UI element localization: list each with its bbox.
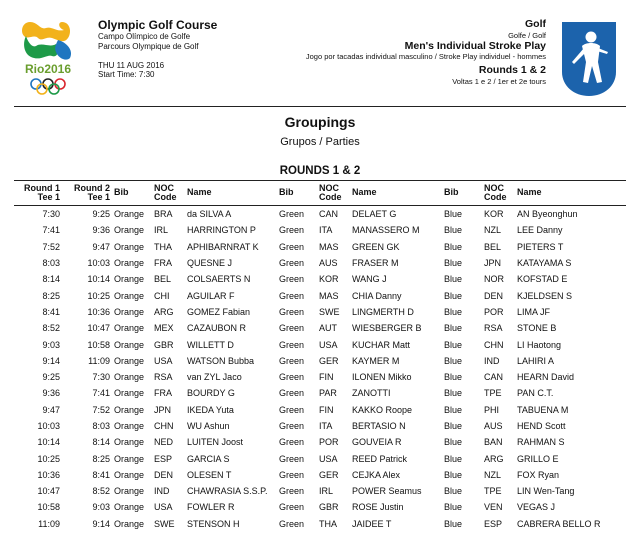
player-bib: Orange: [114, 209, 145, 220]
table-row: [14, 434, 626, 450]
table-row: [14, 304, 626, 320]
col-name: Name: [517, 187, 542, 198]
table-row: [14, 255, 626, 271]
player-noc: USA: [319, 339, 338, 350]
player-name: POWER Seamus: [352, 486, 422, 497]
player-bib: Blue: [444, 209, 463, 220]
round2-tee-time: 8:03: [92, 421, 110, 431]
player-name: KJELDSEN S: [517, 290, 573, 301]
player-name: ZANOTTI: [352, 388, 391, 399]
player-name: WATSON Bubba: [187, 355, 255, 366]
section-title: ROUNDS 1 & 2: [279, 165, 361, 177]
player-bib: Green: [279, 388, 305, 399]
table-header: [14, 181, 626, 206]
player-noc: GER: [319, 469, 339, 480]
player-bib: Green: [279, 258, 305, 269]
player-bib: Orange: [114, 225, 145, 236]
player-name: WIESBERGER B: [352, 323, 422, 334]
player-name: van ZYL Jaco: [187, 372, 242, 383]
player-bib: Orange: [114, 388, 145, 399]
player-bib: Green: [279, 241, 305, 252]
player-noc: CHN: [484, 339, 504, 350]
rio2016-logo: [18, 18, 78, 98]
player-name: AN Byeonghun: [517, 209, 578, 220]
player-name: RAHMAN S: [517, 437, 565, 448]
player-name: ROSE Justin: [352, 502, 404, 513]
round1-tee-time: 9:47: [42, 404, 60, 415]
player-bib: Green: [279, 518, 305, 529]
player-bib: Orange: [114, 518, 145, 529]
player-name: REED Patrick: [352, 453, 408, 464]
player-noc: BEL: [154, 274, 172, 285]
player-noc: PHI: [484, 404, 500, 415]
player-bib: Green: [279, 225, 305, 236]
golf-pictogram-icon: [560, 22, 618, 96]
player-name: CABRERA BELLO R: [517, 518, 601, 529]
round1-tee-time: 8:25: [42, 290, 60, 301]
table-row: [14, 516, 626, 532]
player-noc: POR: [319, 437, 339, 448]
player-bib: Orange: [114, 437, 145, 448]
col-bib: Bib: [279, 187, 294, 198]
table-row: [14, 369, 626, 385]
venue-name-fr: Parcours Olympique de Golf: [98, 41, 199, 51]
player-name: da SILVA A: [187, 209, 232, 220]
round2-tee-time: 9:36: [92, 225, 110, 236]
round2-tee-time: 8:41: [92, 469, 110, 480]
table-row: [14, 353, 626, 369]
player-name: APHIBARNRAT K: [187, 241, 259, 252]
player-noc: JPN: [154, 404, 172, 415]
round2-tee-time: 10:14: [87, 274, 110, 285]
col-name: Name: [187, 187, 212, 198]
table-row: [14, 206, 626, 223]
round2-tee-time: 7:30: [92, 372, 110, 383]
table-row: [14, 336, 626, 352]
player-bib: Green: [279, 306, 305, 317]
player-name: ILONEN Mikko: [352, 372, 412, 383]
player-name: BERTASIO N: [352, 421, 406, 431]
round2-tee-time: 9:47: [92, 241, 110, 252]
player-bib: Blue: [444, 258, 463, 269]
player-noc: CAN: [319, 209, 339, 220]
player-bib: Orange: [114, 372, 145, 383]
player-noc: NZL: [484, 225, 502, 236]
player-name: KAYMER M: [352, 355, 400, 366]
col-round1: Round 1 Tee 1: [24, 182, 60, 202]
player-noc: TPE: [484, 388, 502, 399]
player-name: WILLETT D: [187, 339, 234, 350]
venue-name: Olympic Golf Course: [98, 18, 218, 32]
sport-name-alt: Golfe / Golf: [508, 30, 546, 40]
col-round2: Round 2 Tee 1: [74, 182, 110, 202]
player-noc: AUS: [319, 258, 338, 269]
table-row: [14, 287, 626, 303]
player-noc: SWE: [319, 306, 340, 317]
player-noc: BAN: [484, 437, 503, 448]
round2-tee-time: 7:52: [92, 404, 110, 415]
player-noc: TPE: [484, 486, 502, 497]
player-bib: Green: [279, 469, 305, 480]
player-noc: CHN: [154, 421, 174, 431]
player-noc: POR: [484, 306, 504, 317]
col-noc: NOC Code: [319, 182, 342, 202]
player-bib: Orange: [114, 241, 145, 252]
player-noc: ITA: [319, 225, 333, 236]
player-name: COLSAERTS N: [187, 274, 251, 285]
player-noc: RSA: [154, 372, 173, 383]
player-name: HARRINGTON P: [187, 225, 256, 236]
player-name: CHIA Danny: [352, 290, 402, 301]
player-name: FOWLER R: [187, 502, 235, 513]
player-name: OLESEN T: [187, 469, 232, 480]
player-name: TABUENA M: [517, 404, 569, 415]
player-noc: IRL: [154, 225, 169, 236]
player-noc: BRA: [154, 209, 173, 220]
table-row: [14, 385, 626, 401]
player-bib: Blue: [444, 421, 463, 431]
round1-tee-time: 11:09: [38, 518, 60, 529]
player-bib: Green: [279, 453, 305, 464]
player-bib: Orange: [114, 502, 145, 513]
player-noc: SWE: [154, 518, 175, 529]
table-row: [14, 467, 626, 483]
player-name: PAN C.T.: [517, 388, 554, 399]
round1-tee-time: 10:03: [37, 421, 60, 431]
player-name: LIMA JF: [517, 306, 551, 317]
rio2016-wordmark: Rio2016: [24, 62, 72, 76]
player-bib: Blue: [444, 241, 463, 252]
round1-tee-time: 7:30: [42, 209, 60, 220]
player-noc: FIN: [319, 404, 334, 415]
table-row: [14, 450, 626, 466]
player-name: LIN Wen-Tang: [517, 486, 575, 497]
player-bib: Green: [279, 421, 305, 431]
player-name: GARCIA S: [187, 453, 230, 464]
player-noc: ESP: [154, 453, 173, 464]
player-name: HEND Scott: [517, 421, 566, 431]
table-row: [14, 402, 626, 418]
olympic-rings-icon: [31, 79, 65, 94]
player-name: KOFSTAD E: [517, 274, 568, 285]
player-bib: Blue: [444, 225, 463, 236]
player-name: LI Haotong: [517, 339, 562, 350]
player-name: AGUILAR F: [187, 290, 235, 301]
player-name: LUITEN Joost: [187, 437, 244, 448]
round1-tee-time: 10:14: [37, 437, 60, 448]
player-bib: Orange: [114, 323, 145, 334]
round1-tee-time: 9:14: [42, 355, 60, 366]
player-name: KATAYAMA S: [517, 258, 572, 269]
player-noc: ARG: [154, 306, 174, 317]
player-noc: ITA: [319, 421, 333, 431]
round1-tee-time: 8:03: [42, 258, 60, 269]
player-bib: Blue: [444, 437, 463, 448]
player-bib: Green: [279, 486, 305, 497]
event-rounds-alt: Voltas 1 e 2 / 1er et 2e tours: [452, 76, 546, 86]
player-name: JAIDEE T: [352, 518, 392, 529]
player-name: FRASER M: [352, 258, 399, 269]
player-bib: Blue: [444, 486, 463, 497]
round1-tee-time: 8:14: [42, 274, 60, 285]
round2-tee-time: 11:09: [88, 355, 110, 366]
player-bib: Orange: [114, 306, 145, 317]
player-name: WU Ashun: [187, 421, 230, 431]
player-noc: FIN: [319, 372, 334, 383]
player-noc: AUT: [319, 323, 337, 334]
player-name: BOURDY G: [187, 388, 235, 399]
round1-tee-time: 9:03: [42, 339, 60, 350]
player-name: VEGAS J: [517, 502, 556, 513]
player-name: STONE B: [517, 323, 557, 334]
groupings-table: [14, 180, 626, 532]
player-name: LAHIRI A: [517, 355, 555, 366]
player-name: GREEN GK: [352, 241, 400, 252]
player-bib: Green: [279, 355, 305, 366]
player-bib: Blue: [444, 339, 463, 350]
round1-tee-time: 10:25: [37, 453, 60, 464]
round2-tee-time: 10:58: [87, 339, 110, 350]
round2-tee-time: 10:25: [87, 290, 110, 301]
round2-tee-time: 7:41: [92, 388, 110, 399]
player-bib: Blue: [444, 453, 463, 464]
player-bib: Green: [279, 437, 305, 448]
start-time: Start Time: 7:30: [98, 70, 155, 80]
player-name: STENSON H: [187, 518, 240, 529]
table-row: [14, 418, 626, 434]
player-noc: IND: [484, 355, 500, 366]
player-name: IKEDA Yuta: [187, 404, 234, 415]
player-noc: RSA: [484, 323, 503, 334]
player-bib: Blue: [444, 502, 463, 513]
col-noc: NOC Code: [154, 182, 177, 202]
player-noc: KOR: [319, 274, 339, 285]
round2-tee-time: 9:14: [92, 518, 110, 529]
player-bib: Green: [279, 274, 305, 285]
player-name: CAZAUBON R: [187, 323, 247, 334]
player-name: CEJKA Alex: [352, 469, 401, 480]
round2-tee-time: 8:52: [92, 486, 110, 497]
round1-tee-time: 10:58: [37, 502, 60, 513]
round1-tee-time: 10:47: [37, 486, 60, 497]
player-bib: Orange: [114, 469, 145, 480]
player-bib: Orange: [114, 290, 145, 301]
round2-tee-time: 8:14: [92, 437, 110, 448]
player-name: CHAWRASIA S.S.P.: [187, 486, 268, 497]
page-title: Groupings: [284, 114, 356, 130]
round1-tee-time: 10:36: [37, 469, 60, 480]
player-name: GOMEZ Fabian: [187, 306, 251, 317]
player-noc: DEN: [484, 290, 504, 301]
round2-tee-time: 10:36: [87, 306, 110, 317]
player-bib: Orange: [114, 453, 145, 464]
player-noc: THA: [319, 518, 337, 529]
table-row: [14, 499, 626, 515]
player-bib: Blue: [444, 290, 463, 301]
results-header: [0, 0, 640, 104]
player-bib: Orange: [114, 486, 145, 497]
player-noc: ARG: [484, 453, 504, 464]
round2-tee-time: 9:03: [92, 502, 110, 513]
player-bib: Blue: [444, 404, 463, 415]
player-bib: Orange: [114, 258, 145, 269]
player-bib: Orange: [114, 404, 145, 415]
round1-tee-time: 7:41: [42, 225, 60, 236]
player-name: KUCHAR Matt: [352, 339, 411, 350]
player-noc: AUS: [484, 421, 503, 431]
venue-name-pt: Campo Olímpico de Golfe: [98, 32, 191, 42]
player-noc: FRA: [154, 388, 172, 399]
round2-tee-time: 8:25: [92, 453, 110, 464]
player-name: WANG J: [352, 274, 387, 285]
player-noc: USA: [319, 453, 338, 464]
player-bib: Blue: [444, 306, 463, 317]
round2-tee-time: 10:03: [87, 258, 110, 269]
player-name: HEARN David: [517, 372, 575, 383]
player-noc: USA: [154, 355, 173, 366]
player-noc: GBR: [154, 339, 174, 350]
player-noc: GER: [319, 355, 339, 366]
player-noc: IND: [154, 486, 170, 497]
player-bib: Blue: [444, 355, 463, 366]
event-date: THU 11 AUG 2016: [98, 60, 165, 70]
player-noc: MAS: [319, 290, 339, 301]
page-subtitle: Grupos / Parties: [280, 136, 360, 148]
player-bib: Green: [279, 290, 305, 301]
player-bib: Blue: [444, 388, 463, 399]
player-name: KAKKO Roope: [352, 404, 413, 415]
player-noc: DEN: [154, 469, 174, 480]
player-bib: Blue: [444, 372, 463, 383]
table-row: [14, 320, 626, 336]
round1-tee-time: 8:41: [42, 306, 60, 317]
player-noc: IRL: [319, 486, 334, 497]
player-bib: Blue: [444, 274, 463, 285]
round1-tee-time: 9:36: [42, 388, 60, 399]
player-noc: GBR: [319, 502, 339, 513]
player-noc: NZL: [484, 469, 502, 480]
player-noc: NOR: [484, 274, 504, 285]
player-name: LINGMERTH D: [352, 306, 414, 317]
player-bib: Green: [279, 372, 305, 383]
event-rounds: Rounds 1 & 2: [478, 64, 546, 77]
col-name: Name: [352, 187, 377, 198]
player-bib: Blue: [444, 323, 463, 334]
player-noc: THA: [154, 241, 172, 252]
player-noc: VEN: [484, 502, 503, 513]
player-name: GRILLO E: [517, 453, 559, 464]
event-name-alt: Jogo por tacadas individual masculino / Stroke Play individuel - hommes: [305, 52, 546, 62]
player-noc: BEL: [484, 241, 502, 252]
player-noc: USA: [154, 502, 173, 513]
round1-tee-time: 8:52: [42, 323, 60, 334]
table-row: [14, 222, 626, 238]
player-noc: JPN: [484, 258, 502, 269]
sport-name: Golf: [525, 18, 546, 30]
player-bib: Orange: [114, 355, 145, 366]
player-noc: CHI: [154, 290, 170, 301]
table-body: [14, 206, 626, 532]
player-noc: KOR: [484, 209, 504, 220]
table-row: [14, 239, 626, 255]
player-name: MANASSERO M: [352, 225, 420, 236]
round1-tee-time: 7:52: [42, 241, 60, 252]
player-bib: Green: [279, 323, 305, 334]
event-block: [306, 18, 546, 86]
player-name: QUESNE J: [187, 258, 233, 269]
venue-block: [98, 18, 217, 80]
table-row: [14, 483, 626, 499]
col-noc: NOC Code: [484, 182, 507, 202]
player-noc: CAN: [484, 372, 504, 383]
player-noc: MAS: [319, 241, 339, 252]
round1-tee-time: 9:25: [42, 372, 60, 383]
player-bib: Orange: [114, 339, 145, 350]
player-bib: Green: [279, 502, 305, 513]
player-noc: ESP: [484, 518, 503, 529]
player-name: DELAET G: [352, 209, 397, 220]
player-bib: Blue: [444, 518, 463, 529]
header-divider: [14, 106, 626, 107]
round2-tee-time: 10:47: [87, 323, 110, 334]
player-noc: NED: [154, 437, 174, 448]
round2-tee-time: 9:25: [92, 209, 110, 220]
player-bib: Green: [279, 339, 305, 350]
col-bib: Bib: [444, 187, 459, 198]
player-bib: Orange: [114, 274, 145, 285]
player-name: PIETERS T: [517, 241, 564, 252]
player-name: FOX Ryan: [517, 469, 560, 480]
table-row: [14, 271, 626, 287]
player-bib: Blue: [444, 469, 463, 480]
player-bib: Orange: [114, 421, 145, 431]
col-bib: Bib: [114, 187, 129, 198]
player-noc: PAR: [319, 388, 337, 399]
player-bib: Green: [279, 404, 305, 415]
player-bib: Green: [279, 209, 305, 220]
event-name: Men's Individual Stroke Play: [404, 39, 546, 52]
player-noc: FRA: [154, 258, 172, 269]
player-noc: MEX: [154, 323, 174, 334]
player-name: GOUVEIA R: [352, 437, 402, 448]
player-name: LEE Danny: [517, 225, 563, 236]
